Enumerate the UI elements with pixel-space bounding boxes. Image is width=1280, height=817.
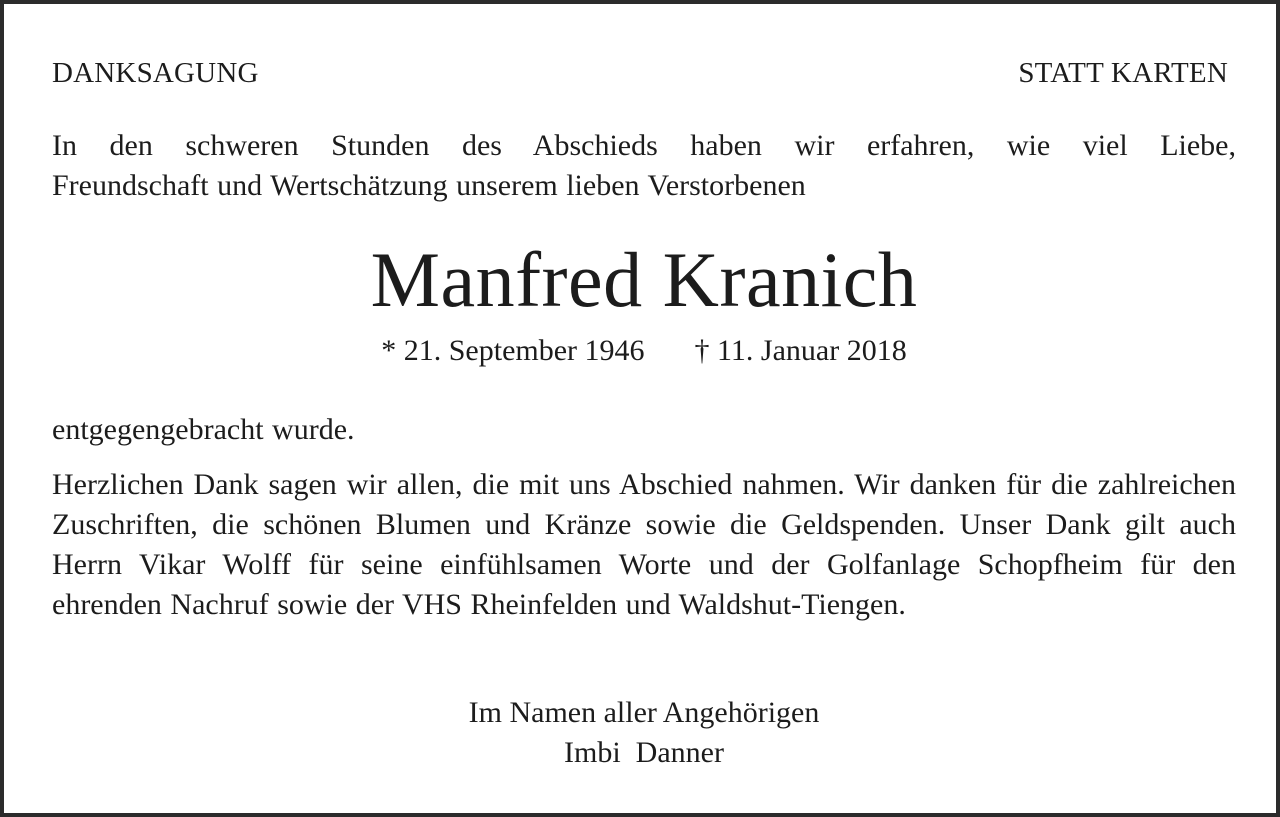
continuation-text: entgegengebracht wurde. bbox=[52, 413, 355, 446]
thanks-paragraph: Herzlichen Dank sagen wir allen, die mit uns Abschied nahmen. Wir danken für die zahlreichen Zuschriften, die schönen Blumen und Kränze sowie die Geldspenden. Unser Dank gilt auch Herrn Vikar Wolff für seine einfühlsamen Worte und der Golfanlage Schopfheim für den ehrenden Nachruf sowie der VHS Rheinfelden und Waldshut-Tiengen. bbox=[52, 468, 1236, 621]
heading-danksagung: DANKSAGUNG bbox=[52, 57, 259, 89]
deceased-name: Manfred Kranich bbox=[370, 236, 918, 323]
intro-paragraph bbox=[52, 126, 1236, 206]
signature-block bbox=[4, 693, 1280, 773]
death-date: † 11. Januar 2018 bbox=[694, 334, 907, 367]
birth-date: * 21. September 1946 bbox=[381, 334, 645, 367]
signoff-line: Im Namen aller Angehörigen bbox=[468, 696, 820, 729]
heading-statt-karten: STATT KARTEN bbox=[1018, 57, 1228, 89]
intro-line-2: Freundschaft und Wertschätzung unserem lieben Verstorbenen bbox=[52, 169, 806, 202]
signer-name: Imbi Danner bbox=[564, 736, 724, 769]
life-dates bbox=[4, 331, 1280, 371]
intro-line-1: In den schweren Stunden des Abschieds haben wir erfahren, wie viel Liebe, bbox=[52, 129, 1236, 162]
